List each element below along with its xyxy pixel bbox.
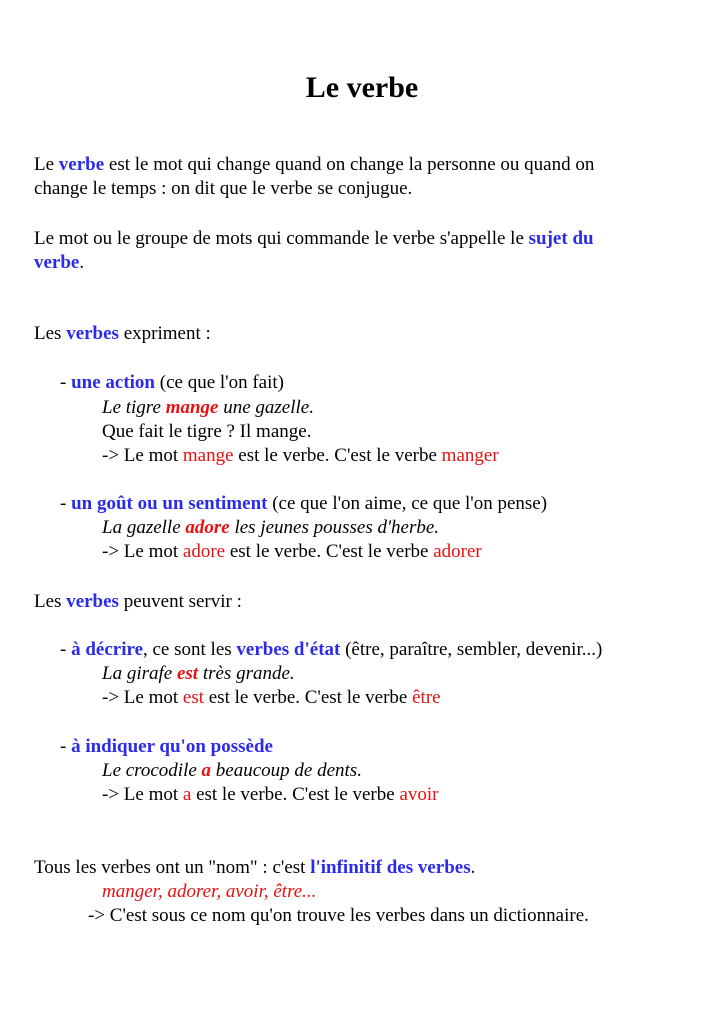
text: - bbox=[60, 372, 72, 393]
section-serve-heading bbox=[34, 590, 242, 614]
text: , ce sont les bbox=[143, 639, 237, 660]
text: Le tigre bbox=[102, 397, 166, 418]
infinitive-line bbox=[34, 856, 475, 880]
text: manger, adorer, avoir, être... bbox=[102, 881, 317, 902]
infinitive-examples bbox=[102, 880, 316, 904]
text: Les bbox=[34, 323, 67, 344]
text: -> Le mot bbox=[102, 687, 183, 708]
item-describe bbox=[60, 638, 602, 662]
subject-line-1 bbox=[34, 227, 594, 251]
keyword: sujet du bbox=[528, 228, 594, 249]
verb-highlight: adore bbox=[182, 541, 226, 562]
item-feeling bbox=[60, 492, 547, 516]
text: beaucoup de dents. bbox=[211, 760, 362, 781]
verb-highlight: est bbox=[182, 687, 204, 708]
intro-line-1 bbox=[34, 153, 594, 177]
text: La girafe bbox=[102, 663, 177, 684]
verb-highlight: être bbox=[412, 687, 441, 708]
item-possess bbox=[60, 735, 273, 759]
item-action bbox=[60, 371, 284, 395]
keyword: verbe bbox=[34, 252, 80, 273]
text: (ce que l'on aime, ce que l'on pense) bbox=[267, 493, 548, 514]
text: Les bbox=[34, 591, 67, 612]
text: les jeunes pousses d'herbe. bbox=[229, 517, 440, 538]
keyword: l'infinitif des verbes bbox=[310, 857, 471, 878]
keyword: à décrire bbox=[71, 639, 143, 660]
text: -> C'est sous ce nom qu'on trouve les verbes dans un dictionnaire. bbox=[88, 905, 589, 926]
text: Le crocodile bbox=[102, 760, 202, 781]
keyword: verbes d'état bbox=[236, 639, 341, 660]
example-action bbox=[102, 396, 314, 420]
text: La gazelle bbox=[102, 517, 186, 538]
text: Tous les verbes ont un "nom" : c'est bbox=[34, 857, 311, 878]
result-possess bbox=[102, 783, 439, 807]
example-describe bbox=[102, 662, 295, 686]
text: Le mot ou le groupe de mots qui commande le verbe s'appelle le bbox=[34, 228, 529, 249]
text: est le mot qui change quand on change la personne ou quand on bbox=[104, 154, 595, 175]
keyword: un goût ou un sentiment bbox=[71, 493, 268, 514]
keyword: à indiquer qu'on possède bbox=[71, 736, 273, 757]
example-possess bbox=[102, 759, 362, 783]
text: -> Le mot bbox=[102, 445, 183, 466]
text: Que fait le tigre ? Il mange. bbox=[102, 421, 312, 442]
text: peuvent servir : bbox=[118, 591, 242, 612]
text: - bbox=[60, 493, 72, 514]
text: expriment : bbox=[118, 323, 211, 344]
text: est le verbe. C'est le verbe bbox=[225, 541, 434, 562]
text: une gazelle. bbox=[218, 397, 314, 418]
result-feeling bbox=[102, 540, 482, 564]
text: Le bbox=[34, 154, 59, 175]
text: très grande. bbox=[198, 663, 295, 684]
verb-highlight: a bbox=[182, 784, 192, 805]
question-action bbox=[102, 420, 311, 444]
result-action bbox=[102, 444, 499, 468]
subject-line-2 bbox=[34, 251, 84, 275]
text: (être, paraître, sembler, devenir...) bbox=[340, 639, 603, 660]
verb-highlight: a bbox=[201, 760, 212, 781]
dictionary-line bbox=[88, 904, 589, 928]
verb-highlight: manger bbox=[441, 445, 499, 466]
text: est le verbe. C'est le verbe bbox=[204, 687, 413, 708]
text: est le verbe. C'est le verbe bbox=[191, 784, 400, 805]
keyword: verbe bbox=[58, 154, 105, 175]
verb-highlight: mange bbox=[182, 445, 234, 466]
page-title: Le verbe bbox=[305, 71, 419, 104]
text: change le temps : on dit que le verbe se conjugue. bbox=[34, 178, 413, 199]
text: -> Le mot bbox=[102, 784, 183, 805]
verb-highlight: est bbox=[176, 663, 199, 684]
text: -> Le mot bbox=[102, 541, 183, 562]
example-feeling bbox=[102, 516, 439, 540]
text: - bbox=[60, 736, 72, 757]
keyword: verbes bbox=[66, 323, 119, 344]
text: est le verbe. C'est le verbe bbox=[233, 445, 442, 466]
result-describe bbox=[102, 686, 441, 710]
text: . bbox=[79, 252, 85, 273]
keyword: une action bbox=[71, 372, 156, 393]
intro-line-2 bbox=[34, 177, 412, 201]
verb-highlight: adore bbox=[185, 517, 230, 538]
verb-highlight: adorer bbox=[433, 541, 482, 562]
text: (ce que l'on fait) bbox=[155, 372, 284, 393]
verb-highlight: mange bbox=[165, 397, 219, 418]
keyword: verbes bbox=[66, 591, 119, 612]
section-express-heading bbox=[34, 322, 211, 346]
verb-highlight: avoir bbox=[399, 784, 439, 805]
text: - bbox=[60, 639, 72, 660]
text: . bbox=[470, 857, 476, 878]
